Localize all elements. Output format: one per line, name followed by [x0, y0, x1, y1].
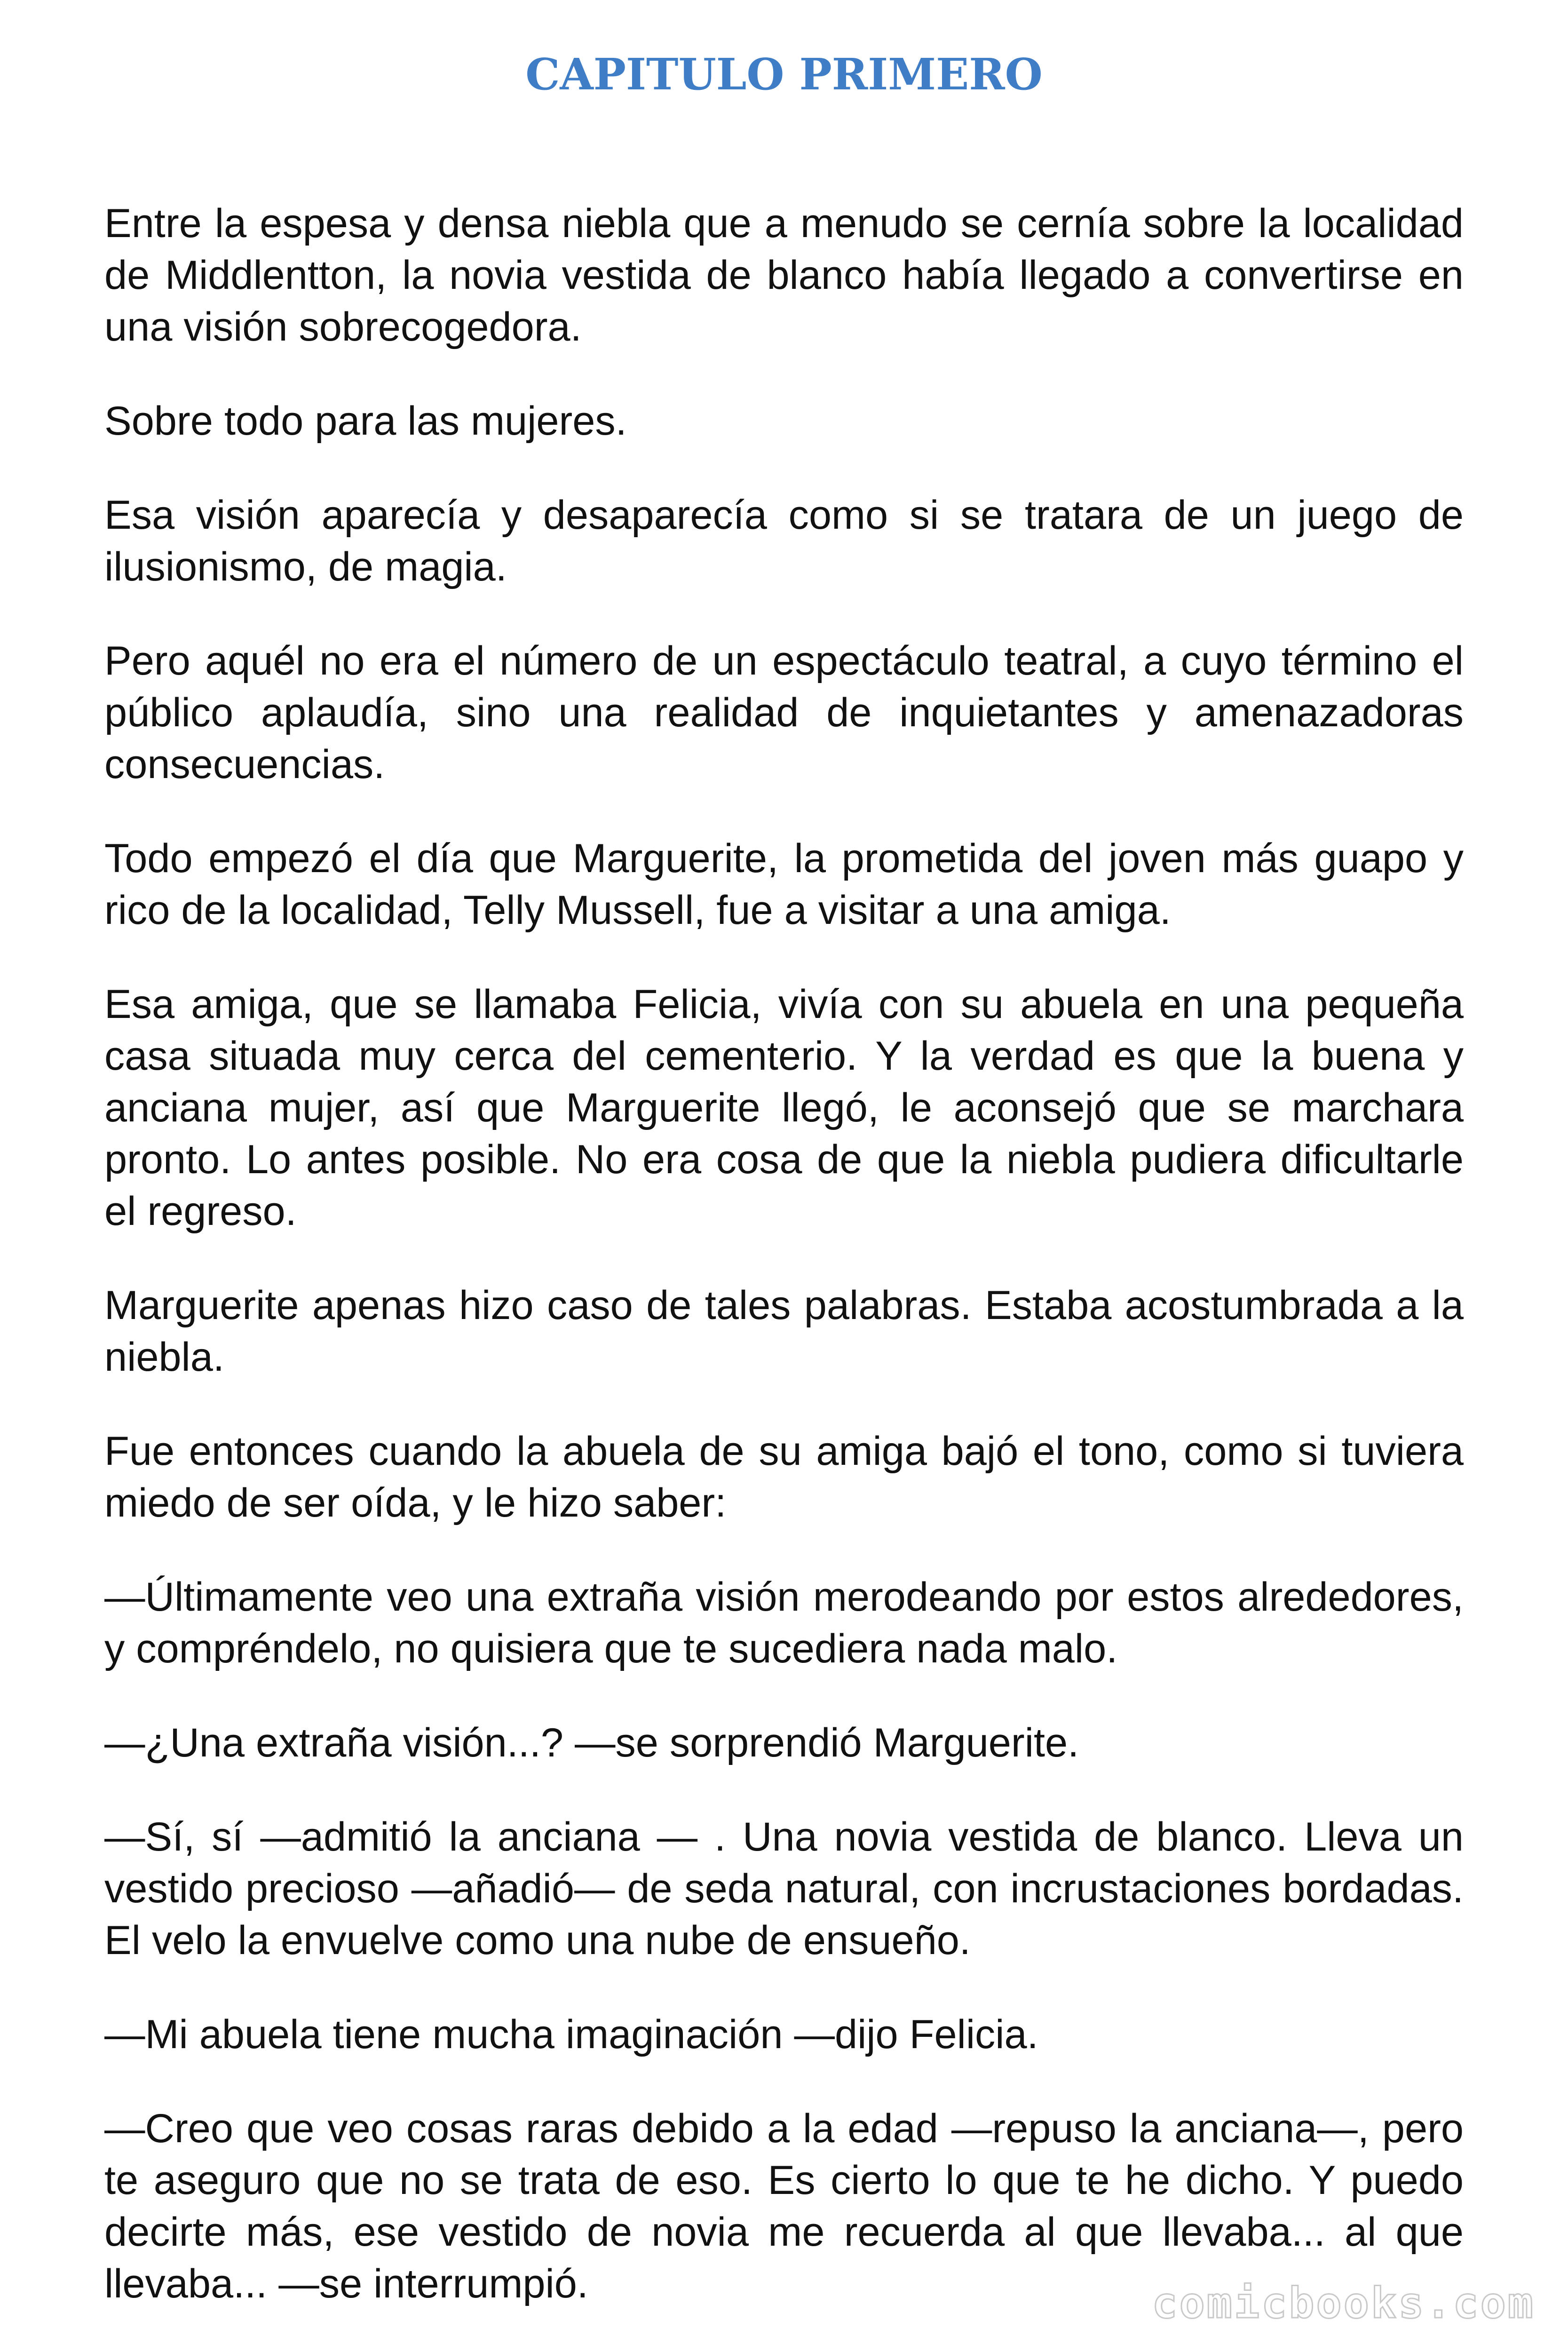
- paragraph: Pero aquél no era el número de un espectáculo teatral, a cuyo término el público aplaudía, sino una realidad de inquietantes y amenazadoras consecuencias.: [104, 638, 1464, 787]
- paragraph: Sobre todo para las mujeres.: [104, 398, 627, 444]
- paragraph: —Creo que veo cosas raras debido a la edad —repuso la anciana—, pero te aseguro que no se trata de eso. Es cierto lo que te he dicho. Y puedo decirte más, ese vestido de novia me recuerda al que llevaba... al que llevaba... —se interrumpió.: [104, 2106, 1464, 2306]
- paragraph: Entre la espesa y densa niebla que a menudo se cernía sobre la localidad de Middlentton, la novia vestida de blanco había llegado a convertirse en una visión sobrecogedora.: [104, 201, 1464, 350]
- watermark-logo: comicbooks.com: [1152, 2279, 1535, 2328]
- paragraph: Marguerite apenas hizo caso de tales palabras. Estaba acostumbrada a la niebla.: [104, 1283, 1464, 1380]
- paragraph: —Últimamente veo una extraña visión merodeando por estos alrededores, y compréndelo, no quisiera que te sucediera nada malo.: [104, 1574, 1464, 1671]
- chapter-body: [104, 198, 1464, 2310]
- paragraph: Esa visión aparecía y desaparecía como si se tratara de un juego de ilusionismo, de magia.: [104, 493, 1464, 589]
- paragraph: —Mi abuela tiene mucha imaginación —dijo Felicia.: [104, 2012, 1038, 2057]
- chapter-title: CAPITULO PRIMERO: [525, 49, 1043, 100]
- paragraph: Todo empezó el día que Marguerite, la prometida del joven más guapo y rico de la localidad, Telly Mussell, fue a visitar a una amiga.: [104, 836, 1464, 933]
- paragraph: —Sí, sí —admitió la anciana — . Una novia vestida de blanco. Lleva un vestido precioso —añadió— de seda natural, con incrustaciones bordadas. El velo la envuelve como una nube de ensueño.: [104, 1814, 1464, 1963]
- paragraph: —¿Una extraña visión...? —se sorprendió Marguerite.: [104, 1720, 1079, 1765]
- paragraph: Esa amiga, que se llamaba Felicia, vivía con su abuela en una pequeña casa situada muy cerca del cementerio. Y la verdad es que la buena y anciana mujer, así que Marguerite llegó, le aconsejó que se marchara pronto. Lo antes posible. No era cosa de que la niebla pudiera dificultarle el regreso.: [104, 982, 1464, 1234]
- paragraph: Fue entonces cuando la abuela de su amiga bajó el tono, como si tuviera miedo de ser oída, y le hizo saber:: [104, 1429, 1464, 1526]
